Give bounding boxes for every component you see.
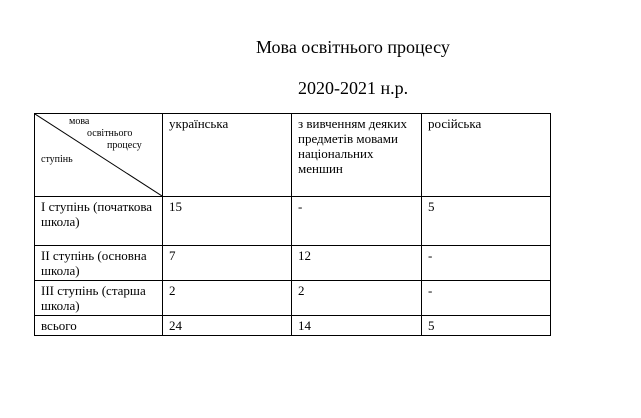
corner-top-line-2: освітнього bbox=[87, 128, 133, 139]
table-cell: 2 bbox=[292, 281, 422, 316]
column-header-minorities: з вивченням деяких предметів мовами національних меншин bbox=[292, 114, 422, 197]
table-cell: - bbox=[422, 246, 551, 281]
table-cell: 7 bbox=[163, 246, 292, 281]
corner-top-line-1: мова bbox=[69, 116, 90, 127]
table-row bbox=[35, 197, 551, 246]
document-title: Мова освітнього процесу bbox=[256, 37, 450, 57]
language-table bbox=[34, 113, 551, 336]
table-row-total bbox=[35, 316, 551, 336]
table-header-row bbox=[35, 114, 551, 197]
row-label: ІІІ ступінь (старша школа) bbox=[35, 281, 163, 316]
document-year: 2020-2021 н.р. bbox=[298, 78, 409, 98]
table-cell: - bbox=[292, 197, 422, 246]
column-header-russian: російська bbox=[422, 114, 551, 197]
table-cell: 14 bbox=[292, 316, 422, 336]
table-cell: 15 bbox=[163, 197, 292, 246]
row-label: всього bbox=[35, 316, 163, 336]
table-cell: 2 bbox=[163, 281, 292, 316]
table-cell: 5 bbox=[422, 197, 551, 246]
corner-bottom-label: ступінь bbox=[41, 154, 73, 165]
corner-top-label bbox=[69, 116, 155, 152]
table-cell: 5 bbox=[422, 316, 551, 336]
column-header-ukrainian: українська bbox=[163, 114, 292, 197]
row-label: ІІ ступінь (основна школа) bbox=[35, 246, 163, 281]
table-cell: - bbox=[422, 281, 551, 316]
table-row bbox=[35, 246, 551, 281]
corner-cell bbox=[35, 114, 163, 197]
row-label: І ступінь (початкова школа) bbox=[35, 197, 163, 246]
table-cell: 24 bbox=[163, 316, 292, 336]
table-cell: 12 bbox=[292, 246, 422, 281]
corner-top-line-3: процесу bbox=[107, 140, 142, 151]
table-row bbox=[35, 281, 551, 316]
